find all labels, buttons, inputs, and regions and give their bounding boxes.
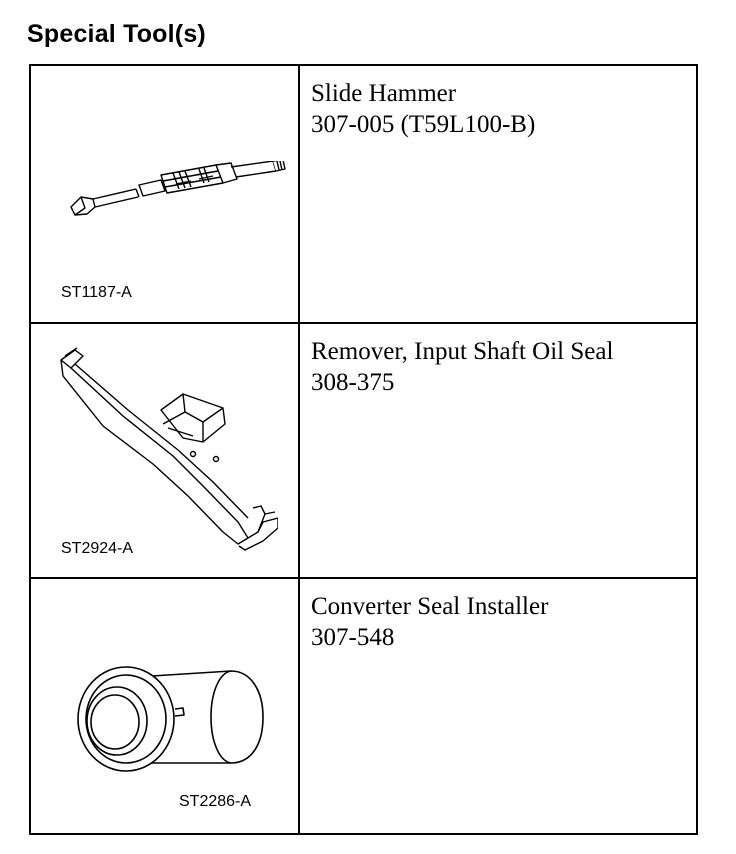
tool-image-cell [31, 579, 300, 833]
tool-image-cell [31, 324, 300, 577]
oil-seal-remover-illustration [53, 346, 278, 556]
slide-hammer-illustration [61, 161, 291, 221]
figure-id: ST2286-A [179, 793, 252, 810]
tool-name: Remover, Input Shaft Oil Seal [311, 338, 614, 365]
tool-row [31, 324, 696, 579]
tool-description [300, 66, 696, 322]
tool-row [31, 579, 696, 833]
special-tools-table [29, 64, 698, 835]
figure-id: ST2924-A [61, 540, 134, 557]
tool-number: 308-375 [311, 369, 395, 396]
tool-description [300, 324, 696, 577]
tool-number: 307-548 [311, 624, 395, 651]
figure-id: ST1187-A [61, 284, 132, 301]
tool-name: Slide Hammer [311, 80, 457, 107]
tool-image-cell [31, 66, 300, 322]
tool-number: 307-005 (T59L100-B) [311, 111, 536, 138]
seal-installer-illustration [71, 659, 271, 779]
page-heading: Special Tool(s) [27, 20, 206, 48]
tool-row [31, 66, 696, 324]
tool-name: Converter Seal Installer [311, 593, 549, 620]
tool-description [300, 579, 696, 833]
